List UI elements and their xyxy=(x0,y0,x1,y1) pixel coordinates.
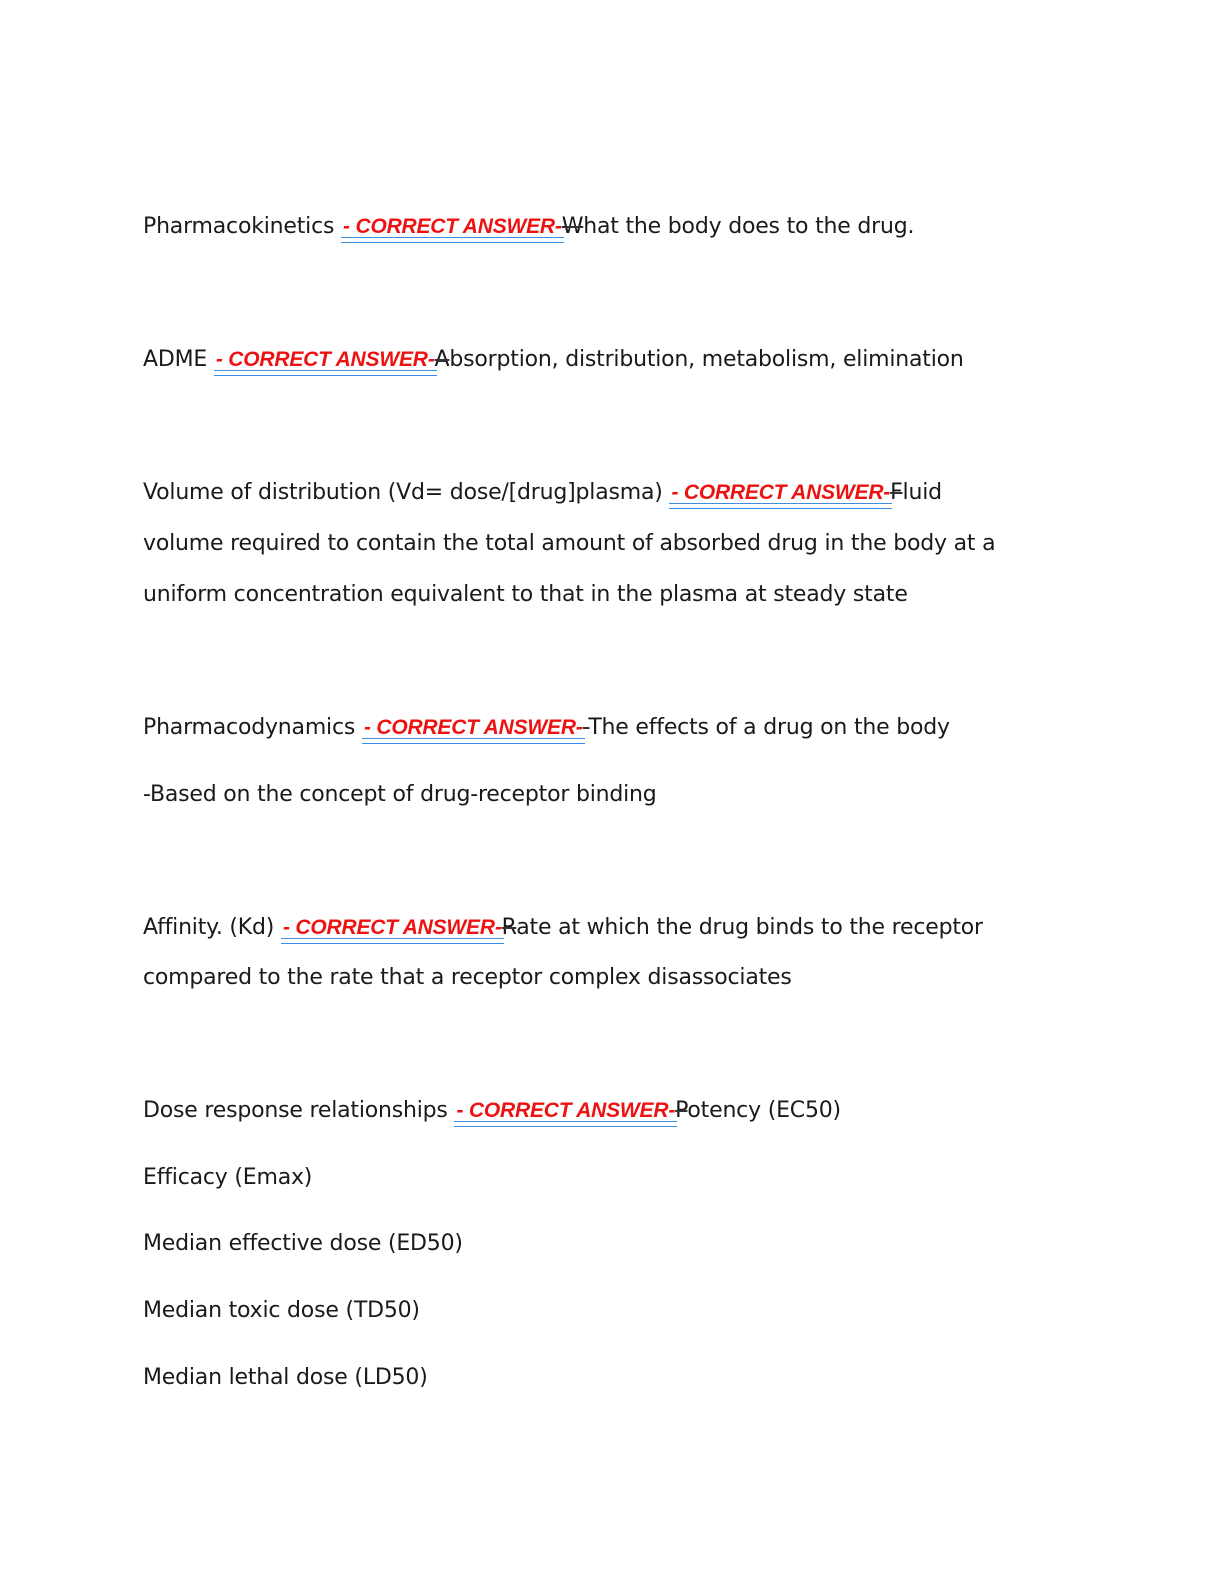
correct-answer-label: - CORRECT ANSWER- xyxy=(214,345,435,375)
card-6-line-4: Median toxic dose (TD50) xyxy=(143,1298,420,1323)
card-2-line-1 xyxy=(143,345,964,375)
correct-answer-label: - CORRECT ANSWER- xyxy=(341,212,562,242)
card-1-answer-first-char: W xyxy=(561,214,584,239)
card-4-line-2: -Based on the concept of drug-receptor binding xyxy=(143,782,657,807)
card-1-line-1 xyxy=(143,212,914,242)
card-3-term: Volume of distribution (Vd= dose/[drug]plasma) xyxy=(143,480,663,505)
card-6-line-5: Median lethal dose (LD50) xyxy=(143,1365,428,1390)
card-4-answer-text: The effects of a drug on the body xyxy=(588,715,950,740)
card-1-answer-text: hat the body does to the drug. xyxy=(583,214,915,239)
card-5-term: Affinity. (Kd) xyxy=(143,915,275,940)
card-6-line-3: Median effective dose (ED50) xyxy=(143,1231,463,1256)
card-2-term: ADME xyxy=(143,347,208,372)
card-6-answer-text: otency (EC50) xyxy=(687,1098,841,1123)
card-3-answer-text: luid xyxy=(902,480,942,505)
card-3-answer-first-char: F xyxy=(890,480,903,505)
correct-answer-label: - CORRECT ANSWER- xyxy=(669,478,890,508)
card-3-line-3: uniform concentration equivalent to that in the plasma at steady state xyxy=(143,582,908,607)
card-2-answer-first-char: A xyxy=(434,347,450,372)
card-5-line-2: compared to the rate that a receptor complex disassociates xyxy=(143,965,792,990)
card-6-line-1 xyxy=(143,1096,841,1126)
card-4-term: Pharmacodynamics xyxy=(143,715,356,740)
card-4-answer-first-char: - xyxy=(582,715,589,740)
card-1-term: Pharmacokinetics xyxy=(143,214,335,239)
card-4-line-1 xyxy=(143,713,950,743)
card-6-answer-first-char: P xyxy=(675,1098,688,1123)
card-3-line-1 xyxy=(143,478,942,508)
correct-answer-label: - CORRECT ANSWER- xyxy=(454,1096,675,1126)
card-5-answer-first-char: R xyxy=(501,915,517,940)
card-3-line-2: volume required to contain the total amount of absorbed drug in the body at a xyxy=(143,531,996,556)
card-2-answer-text: bsorption, distribution, metabolism, elimination xyxy=(449,347,964,372)
card-6-line-2: Efficacy (Emax) xyxy=(143,1165,313,1190)
correct-answer-label: - CORRECT ANSWER- xyxy=(281,913,502,943)
card-5-answer-text: ate at which the drug binds to the receptor xyxy=(516,915,983,940)
card-5-line-1 xyxy=(143,913,983,943)
card-6-term: Dose response relationships xyxy=(143,1098,448,1123)
correct-answer-label: - CORRECT ANSWER- xyxy=(362,713,583,743)
